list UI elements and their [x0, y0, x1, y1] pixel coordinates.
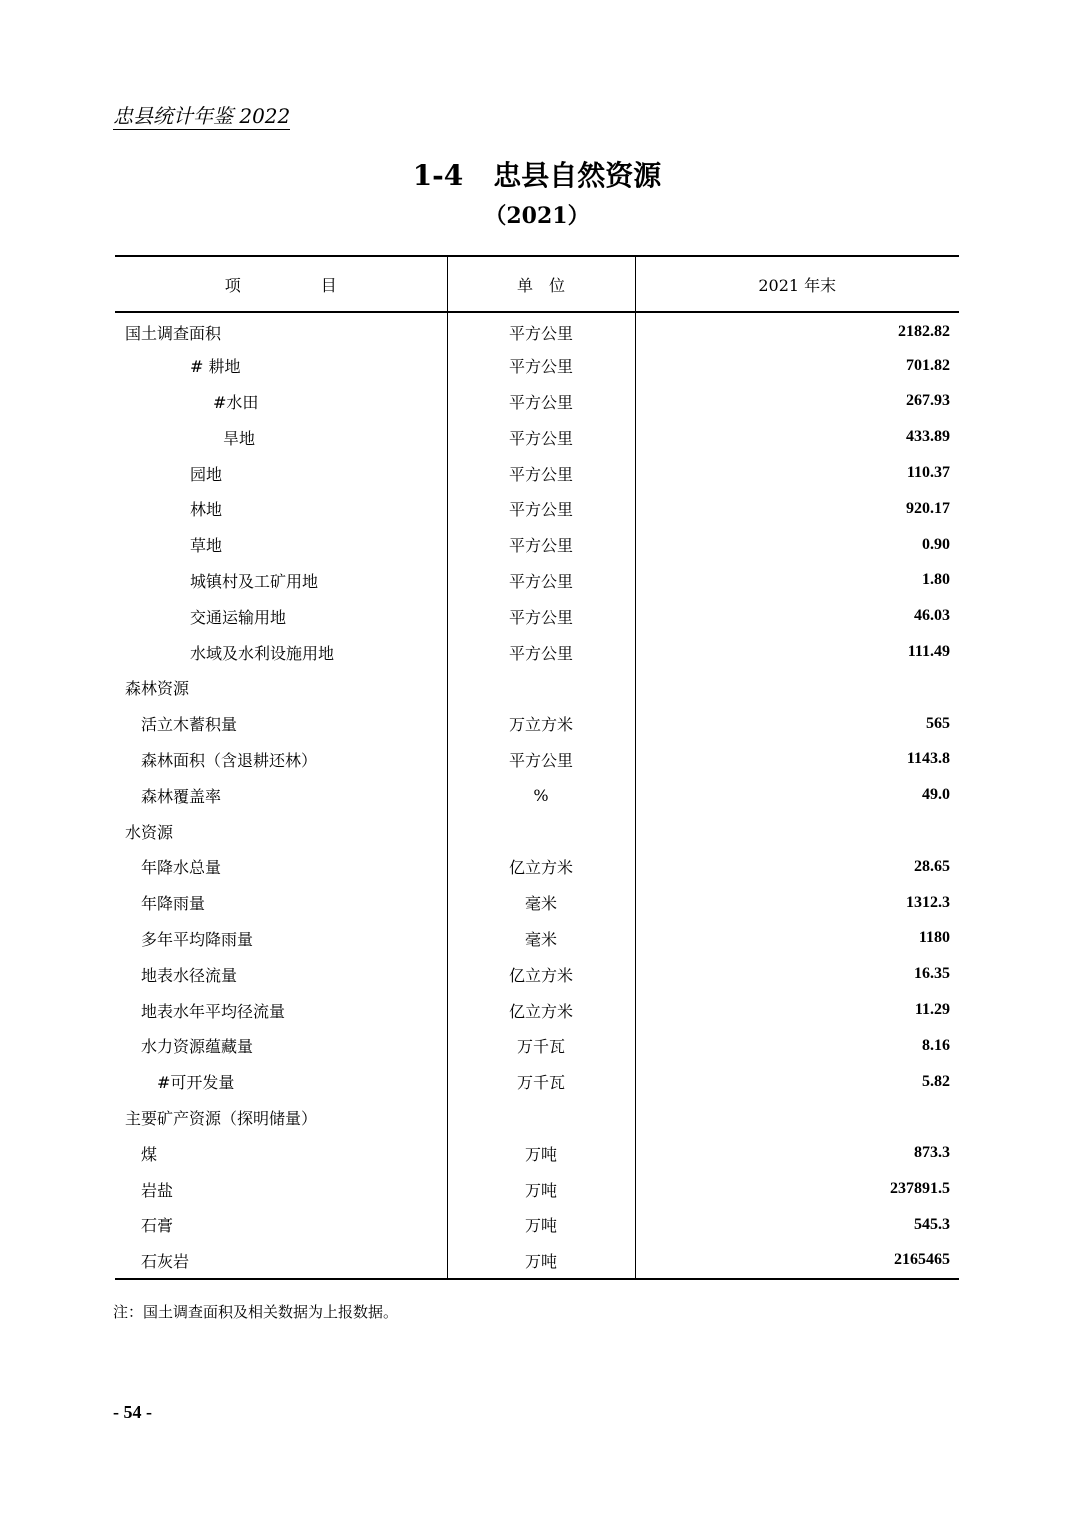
row-unit: 平方公里 — [447, 563, 635, 599]
row-unit: 平方公里 — [447, 742, 635, 778]
row-value — [635, 670, 959, 706]
row-value: 46.03 — [914, 607, 950, 625]
table-row — [115, 670, 959, 706]
row-value: 0.90 — [922, 535, 950, 553]
row-unit: 万吨 — [447, 1243, 635, 1279]
table-row — [115, 706, 959, 742]
header-item: 项 目 — [115, 256, 447, 312]
row-value: 565 — [926, 714, 950, 732]
row-unit: 平方公里 — [447, 455, 635, 491]
row-unit: 万千瓦 — [447, 1028, 635, 1064]
table-row — [115, 1243, 959, 1279]
row-value: 237891.5 — [890, 1180, 950, 1198]
page-number: - 54 - — [113, 1402, 152, 1422]
row-item: 水资源 — [115, 813, 447, 849]
table-subtitle: （2021） — [484, 203, 590, 229]
table-number: 1-4 — [412, 159, 464, 192]
row-value: 433.89 — [906, 428, 950, 446]
row-value: 2182.82 — [898, 323, 950, 341]
row-value: 110.37 — [906, 464, 950, 482]
table-row — [115, 563, 959, 599]
row-value: 873.3 — [914, 1144, 950, 1162]
row-value — [635, 813, 959, 849]
row-unit: 万吨 — [447, 1207, 635, 1243]
row-item: 年降雨量 — [115, 885, 447, 921]
row-value: 8.16 — [922, 1036, 950, 1054]
row-item: 森林资源 — [115, 670, 447, 706]
row-value: 1.80 — [922, 571, 950, 589]
table-row — [115, 777, 959, 813]
table-row — [115, 1028, 959, 1064]
table-row — [115, 742, 959, 778]
row-value: 49.0 — [922, 786, 950, 804]
row-item: 石灰岩 — [115, 1243, 447, 1279]
table-row — [115, 956, 959, 992]
row-unit: 亿立方米 — [447, 849, 635, 885]
row-unit: 亿立方米 — [447, 992, 635, 1028]
table-row — [115, 1207, 959, 1243]
row-item: 森林面积（含退耕还林） — [115, 742, 447, 778]
table-row — [115, 849, 959, 885]
running-head: 忠县统计年鉴 2022 — [113, 104, 291, 128]
row-item: 地表水径流量 — [115, 956, 447, 992]
row-unit: 毫米 — [447, 921, 635, 957]
row-item: #水田 — [115, 384, 447, 420]
row-item: 水力资源蕴藏量 — [115, 1028, 447, 1064]
row-unit: 万立方米 — [447, 706, 635, 742]
row-unit: 平方公里 — [447, 634, 635, 670]
row-value: 545.3 — [914, 1215, 950, 1233]
row-item: # 耕地 — [115, 348, 447, 384]
table-row — [115, 527, 959, 563]
row-item: #可开发量 — [115, 1064, 447, 1100]
row-item: 国土调查面积 — [115, 312, 447, 348]
row-unit: 平方公里 — [447, 419, 635, 455]
table-header-row — [115, 256, 959, 312]
header-unit: 单 位 — [447, 256, 635, 312]
row-value: 701.82 — [906, 356, 950, 374]
row-value: 2165465 — [635, 1243, 959, 1279]
row-item: 林地 — [115, 491, 447, 527]
row-unit — [447, 813, 635, 849]
row-item: 水域及水利设施用地 — [115, 634, 447, 670]
row-unit: 平方公里 — [447, 384, 635, 420]
row-unit: 万吨 — [447, 1135, 635, 1171]
row-unit: 万千瓦 — [447, 1064, 635, 1100]
row-unit: 万吨 — [447, 1171, 635, 1207]
row-item: 地表水年平均径流量 — [115, 992, 447, 1028]
row-item: 主要矿产资源（探明储量） — [115, 1100, 447, 1136]
row-unit: 毫米 — [447, 885, 635, 921]
row-unit: 平方公里 — [447, 527, 635, 563]
row-item: 多年平均降雨量 — [115, 921, 447, 957]
table-row — [115, 348, 959, 384]
table-row — [115, 455, 959, 491]
table-row — [115, 1100, 959, 1136]
row-item: 森林覆盖率 — [115, 777, 447, 813]
row-item: 岩盐 — [115, 1171, 447, 1207]
table-row — [115, 921, 959, 957]
footnote: 注：国土调查面积及相关数据为上报数据。 — [113, 1303, 399, 1321]
row-unit: 平方公里 — [447, 312, 635, 348]
table-row — [115, 312, 959, 348]
row-item: 园地 — [115, 455, 447, 491]
row-unit: 平方公里 — [447, 598, 635, 634]
row-value: 111.49 — [907, 643, 950, 661]
row-item: 城镇村及工矿用地 — [115, 563, 447, 599]
header-value: 2021 年末 — [635, 256, 959, 312]
table-row — [115, 598, 959, 634]
row-value: 16.35 — [914, 965, 950, 983]
table-row — [115, 634, 959, 670]
row-item: 煤 — [115, 1135, 447, 1171]
row-value: 5.82 — [922, 1072, 950, 1090]
row-unit — [447, 1100, 635, 1136]
row-value: 1180 — [918, 929, 950, 947]
row-unit — [447, 670, 635, 706]
table-row — [115, 419, 959, 455]
row-value — [635, 1100, 959, 1136]
row-unit: 平方公里 — [447, 348, 635, 384]
table-row — [115, 992, 959, 1028]
table-row — [115, 384, 959, 420]
table-row — [115, 1135, 959, 1171]
row-item: 年降水总量 — [115, 849, 447, 885]
table-row — [115, 885, 959, 921]
row-item: 活立木蓄积量 — [115, 706, 447, 742]
row-item: 交通运输用地 — [115, 598, 447, 634]
row-item: 旱地 — [115, 419, 447, 455]
row-value: 1143.8 — [906, 750, 950, 768]
row-value: 267.93 — [906, 392, 950, 410]
table-title-text: 忠县自然资源 — [493, 159, 662, 192]
natural-resources-table — [115, 255, 959, 1280]
row-unit: 平方公里 — [447, 491, 635, 527]
row-item: 草地 — [115, 527, 447, 563]
table-body — [115, 312, 959, 1279]
table-row — [115, 813, 959, 849]
table-row — [115, 1064, 959, 1100]
row-value: 28.65 — [914, 857, 950, 875]
row-value: 11.29 — [914, 1001, 950, 1019]
row-unit: 亿立方米 — [447, 956, 635, 992]
table-row — [115, 491, 959, 527]
row-item: 石膏 — [115, 1207, 447, 1243]
row-value: 1312.3 — [906, 893, 950, 911]
table-title — [0, 156, 1074, 196]
row-unit: % — [447, 777, 635, 813]
table-row — [115, 1171, 959, 1207]
row-value: 920.17 — [906, 499, 950, 517]
